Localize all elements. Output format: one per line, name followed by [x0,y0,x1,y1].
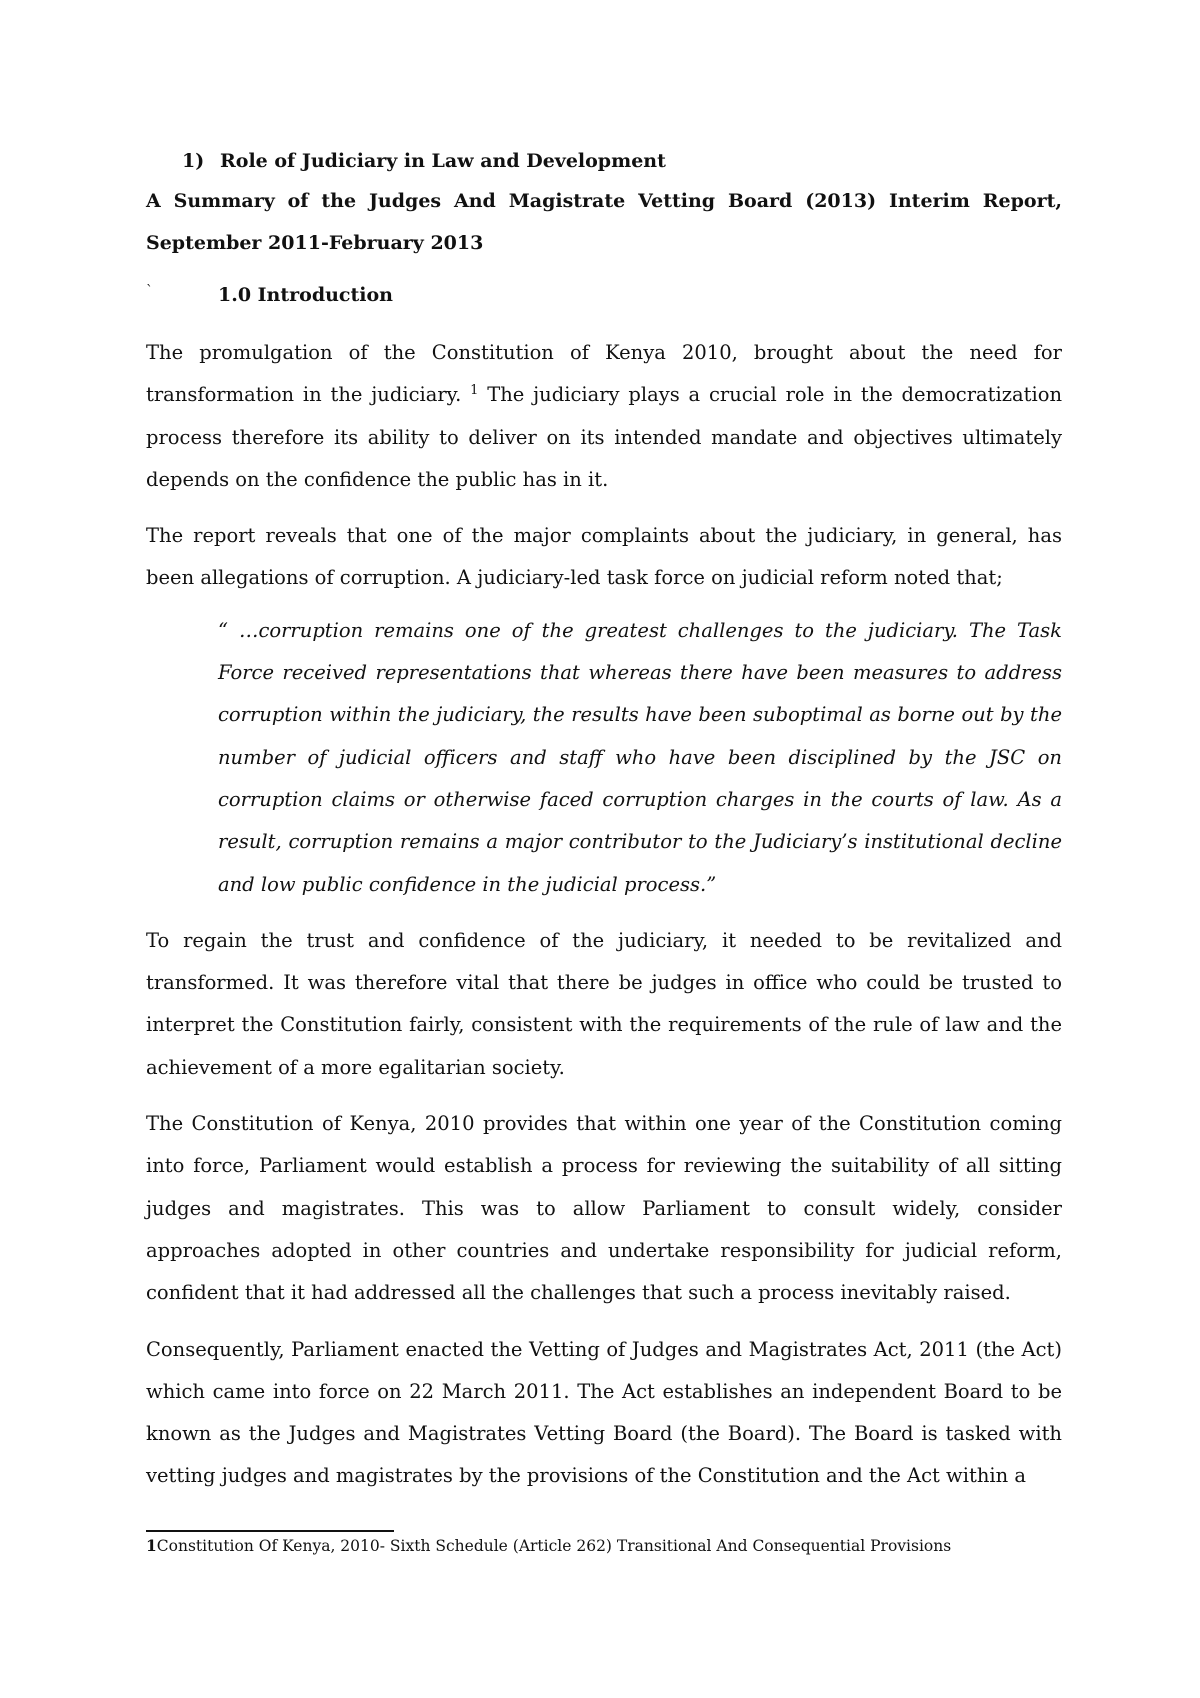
section-label: 1.0 Introduction [218,284,393,306]
section-heading [146,274,1062,316]
footnote-number: 1 [146,1536,157,1555]
paragraph-regain-trust: To regain the trust and confidence of the judiciary, it needed to be revitalized and transformed. It was therefore vital that there be judges in office who could be trusted to interpret the Constitution fairly, consistent with the requirements of the rule of law and the achievement of a more egalitarian society. [146,928,1062,1079]
paragraph-vetting-act: Consequently, Parliament enacted the Vetting of Judges and Magistrates Act, 2011 (the Act) which came into force on 22 March 2011. The Act establishes an independent Board to be known as the Judges and Magistrates Vetting Board (the Board). The Board is tasked with vetting judges and magistrates by the provisions of the Constitution and the Act within a [146,1337,1062,1488]
footnote-reference: 1 [470,383,479,399]
paragraph-report: The report reveals that one of the major complaints about the judiciary, in general, has been allegations of corruption. A judiciary-led task force on judicial reform noted that; [146,524,1062,590]
footnote [146,1535,1096,1557]
document-title: A Summary of the Judges And Magistrate Vetting Board (2013) Interim Report, September 2011-February 2013 [146,190,1062,254]
block-quote: “ …corruption remains one of the greatest challenges to the judiciary. The Task Force received representations that whereas there have been measures to address corruption within the judiciary, the results have been suboptimal as borne out by the number of judicial officers and staff who have been disciplined by the JSC on corruption claims or otherwise faced corruption charges in the courts of law. As a result, corruption remains a major contributor to the Judiciary’s institutional decline and low public confidence in the judicial process.” [218,618,1062,896]
paragraph-text: The judiciary plays a crucial role in the democratization process therefore its ability to deliver on its intended mandate and objectives ultimately depends on the confidence the public has in it. [146,383,1063,491]
paragraph-promulgation [146,332,1062,501]
heading-text: Role of Judiciary in Law and Development [220,150,666,172]
numbered-heading [182,142,1062,180]
page-content [146,142,1062,1498]
stray-backtick: ` [146,283,153,299]
paragraph-text: The promulgation of the Constitution of Kenya 2010, brought about the need for transformation in the judiciary. [146,341,1062,407]
footnote-separator [146,1530,394,1532]
footnote-text: Constitution Of Kenya, 2010- Sixth Schedule (Article 262) Transitional And Consequential Provisions [156,1537,952,1555]
heading-number: 1) [182,150,205,172]
paragraph-constitution: The Constitution of Kenya, 2010 provides that within one year of the Constitution coming into force, Parliament would establish a process for reviewing the suitability of all sitting judges and magistrates. This was to allow Parliament to consult widely, consider approaches adopted in other countries and undertake responsibility for judicial reform, confident that it had addressed all the challenges that such a process inevitably raised. [146,1112,1062,1305]
